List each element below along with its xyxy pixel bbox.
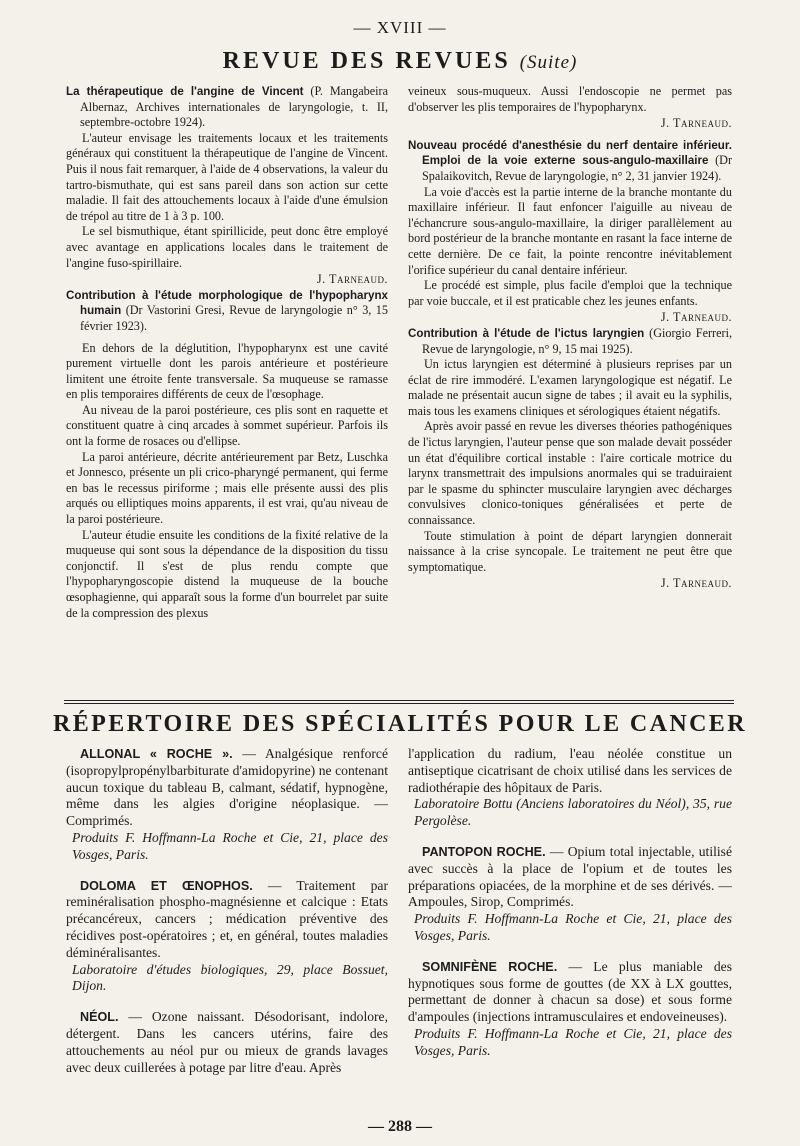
article-reference: (Dr Spalaikovitch, Revue de laryngologie, n° 2, 31 janvier 1924). <box>422 153 733 183</box>
paragraph: La voie d'accès est la partie interne de la branche montante du maxillaire inférieur. Il faut enfoncer l'aiguille au niveau de l'échancrure sous-angulo-maxillaire, la diriger parallèlement au bord postérieur de la branche montante en rasant la face interne de cette dernière. De ce fait, la pointe rencontre inévitablement l'orifice supérieur du canal dentaire inférieur. <box>408 184 732 277</box>
entry-name: SOMNIFÈNE ROCHE. <box>422 959 558 974</box>
entry-text: — Analgésique renforcé (isopropylpropénylbarbiturate d'amidopyrine) ne contenant aucun toxique du tableau B, calmant, sédatif, hypnogène, même dans les algies d'origine néoplasique. — Comprimés. <box>66 746 388 829</box>
paragraph: Un ictus laryngien est déterminé à plusieurs reprises par un éclat de rire immodéré. L'examen laryngologique est négatif. Le malade ne présentait aucun signe de tabes ; il avait eu la syphilis, mais tous les examens cliniques et sérologiques étaient négatifs. <box>408 357 732 418</box>
entry-name: DOLOMA ET ŒNOPHOS. <box>80 878 253 893</box>
paragraph-continued: veineux sous-muqueux. Aussi l'endoscopie ne permet pas d'observer les plis temporaires de l'hypopharynx. <box>408 84 732 114</box>
entry-neol-continued: l'application du radium, l'eau néolée constitue un antiseptique cicatrisant de choix utilisé dans les services de radiothérapie des hôpitaux de Paris. <box>408 746 732 795</box>
repertoire-left-column <box>66 746 388 1076</box>
paragraph: La paroi antérieure, décrite antérieurement par Betz, Luschka et Jonnesco, présente un pli crico-pharyngé permanent, qui ferme en bas le recessus piriforme ; mais elle présente aussi des plis arqués ou elliptiques moins apparents, il est vrai, qu'au niveau de la paroi postérieure. <box>66 449 388 527</box>
entry-doloma <box>66 878 388 962</box>
entry-name: PANTOPON ROCHE. <box>422 844 546 859</box>
article-title: La thérapeutique de l'angine de Vincent <box>66 85 304 98</box>
entry-laboratory: Produits F. Hoffmann-La Roche et Cie, 21, place des Vosges, Paris. <box>72 829 388 862</box>
divider-rule-thin <box>64 703 734 704</box>
signature: J. Tarneaud. <box>316 272 388 287</box>
entry-name: NÉOL. <box>80 1010 119 1025</box>
divider-rule <box>64 700 734 701</box>
entry-allonal <box>66 746 388 830</box>
article-heading-anesthesie <box>408 138 732 185</box>
entry-text: — Traitement par reminéralisation phospho-magnésienne et calcique : Etats précancéreux, cancers ; médication préventive des récidives post-opératoires ; et, en général, toutes maladies déminéralisantes. <box>66 877 388 960</box>
entry-laboratory: Laboratoire d'études biologiques, 29, place Bossuet, Dijon. <box>72 961 388 994</box>
page-number: — 288 — <box>368 1118 432 1135</box>
article-title: Contribution à l'étude morphologique de l'hypopharynx humain <box>66 288 388 318</box>
revue-right-column <box>408 84 732 592</box>
article-heading-vincent <box>66 84 388 131</box>
article-reference: (P. Mangabeira Albernaz, Archives internationales de laryngologie, t. II, septembre-octobre 1924). <box>80 84 389 130</box>
article-reference: (Giorgio Ferreri, Revue de laryngologie, n° 9, 15 mai 1925). <box>422 325 733 356</box>
section-title-text: REVUE DES REVUES <box>222 48 511 74</box>
article-heading-hypopharynx <box>66 288 388 335</box>
paragraph: Toute stimulation à point de départ laryngien donnerait naissance à la crise syncopale. Le traitement ne peut être que symptomatique. <box>408 528 732 574</box>
entry-laboratory: Produits F. Hoffmann-La Roche et Cie, 21, place des Vosges, Paris. <box>414 911 732 943</box>
section-title-suite: (Suite) <box>519 52 578 73</box>
paragraph: Le procédé est simple, plus facile d'emploi que la technique par voie buccale, et il est praticable chez les jeunes enfants. <box>408 278 732 308</box>
entry-text: — Opium total injectable, utilisé avec succès à la place de l'opium et de toutes les préparations opiacées, de la morphine et de ses dérivés. — Ampoules, Sirop, Comprimés. <box>408 843 732 910</box>
entry-laboratory: Laboratoire Bottu (Anciens laboratoires du Néol), 35, rue Pergolèse. <box>414 796 732 829</box>
article-title: Contribution à l'étude de l'ictus laryngien <box>408 326 645 340</box>
signature: J. Tarneaud. <box>660 310 732 325</box>
section-title <box>0 48 800 75</box>
article-reference: (Dr Vastorini Gresi, Revue de laryngologie n° 3, 15 février 1923). <box>80 303 388 333</box>
signature: J. Tarneaud. <box>660 116 732 131</box>
paragraph: L'auteur étudie ensuite les conditions de la fixité relative de la muqueuse qui sont sous la dépendance de la disposition du tissu conjonctif. Il s'est de plus rendu compte que l'hypopharyngoscopie distend la muqueuse de la bouche œsophagienne, qui apparaît sous la forme d'un bourrelet par suite de la compression des plexus <box>66 527 388 620</box>
entry-text: — Ozone naissant. Désodorisant, indolore, détergent. Dans les cancers utérins, faire des attouchements au néol pur ou mieux de grands lavages avec deux cuillerées à potage par litre d'eau. Après <box>66 1009 388 1075</box>
article-heading-ictus <box>408 326 732 357</box>
paragraph: Après avoir passé en revue les diverses théories pathogéniques de l'ictus laryngien, l'auteur pense que son malade devait posséder un état d'équilibre cortical instable : l'aire corticale motrice du larynx transmettrait des impulsions anormales qui se traduiraient par le spasme du sphincter musculaire laryngien avec décharges convulsives clonico-toniques généralisées et perte de connaissance. <box>408 419 732 528</box>
paragraph: En dehors de la déglutition, l'hypopharynx est une cavité purement virtuelle dont les parois antérieure et postérieure limitent une étroite fente transversale. Sa muqueuse se ramasse en plis temporaires différents de ceux de l'œsophage. <box>66 340 388 402</box>
roman-page-number: — XVIII — <box>353 18 447 37</box>
repertoire-right-column <box>408 746 732 1060</box>
entry-neol <box>66 1009 388 1076</box>
paragraph: Le sel bismuthique, étant spirillicide, peut donc être employé avec avantage en applications locales dans le traitement de l'angine fuso-spirillaire. <box>66 224 388 270</box>
entry-text: — Le plus maniable des hypnotiques sous forme de gouttes (de XX à LX gouttes, permettant de donner à chacun sa dose) et sous forme d'ampoules (injections intramusculaires et endoveineuses). <box>408 958 732 1025</box>
entry-somnifene <box>408 959 732 1026</box>
paragraph: L'auteur envisage les traitements locaux et les traitements généraux qui constituent la thérapeutique de l'angine de Vincent. Puis il nous fait remarquer, à l'aide de 4 observations, la valeur du tartro-bismuthate, qui est sans pareil dans son action sur cette maladie. Il fait des attouchements locaux à l'aide d'une émulsion de trépol au titre de 1 à 3 p. 100. <box>66 130 388 223</box>
repertoire-title: RÉPERTOIRE DES SPÉCIALITÉS POUR LE CANCER <box>53 711 747 737</box>
article-title: Nouveau procédé d'anesthésie du nerf dentaire inférieur. Emploi de la voie externe sous-angulo-maxillaire <box>408 138 732 168</box>
revue-left-column <box>66 84 388 621</box>
entry-laboratory: Produits F. Hoffmann-La Roche et Cie, 21, place des Vosges, Paris. <box>414 1025 732 1058</box>
entry-pantopon <box>408 844 732 911</box>
signature: J. Tarneaud. <box>660 576 732 591</box>
entry-name: ALLONAL « ROCHE ». <box>80 747 233 761</box>
paragraph: Au niveau de la paroi postérieure, ces plis sont en raquette et constituent quatre à cinq arcades à sommet supérieur. Parfois ils ont la forme de rosaces ou d'ellipse. <box>66 402 388 449</box>
